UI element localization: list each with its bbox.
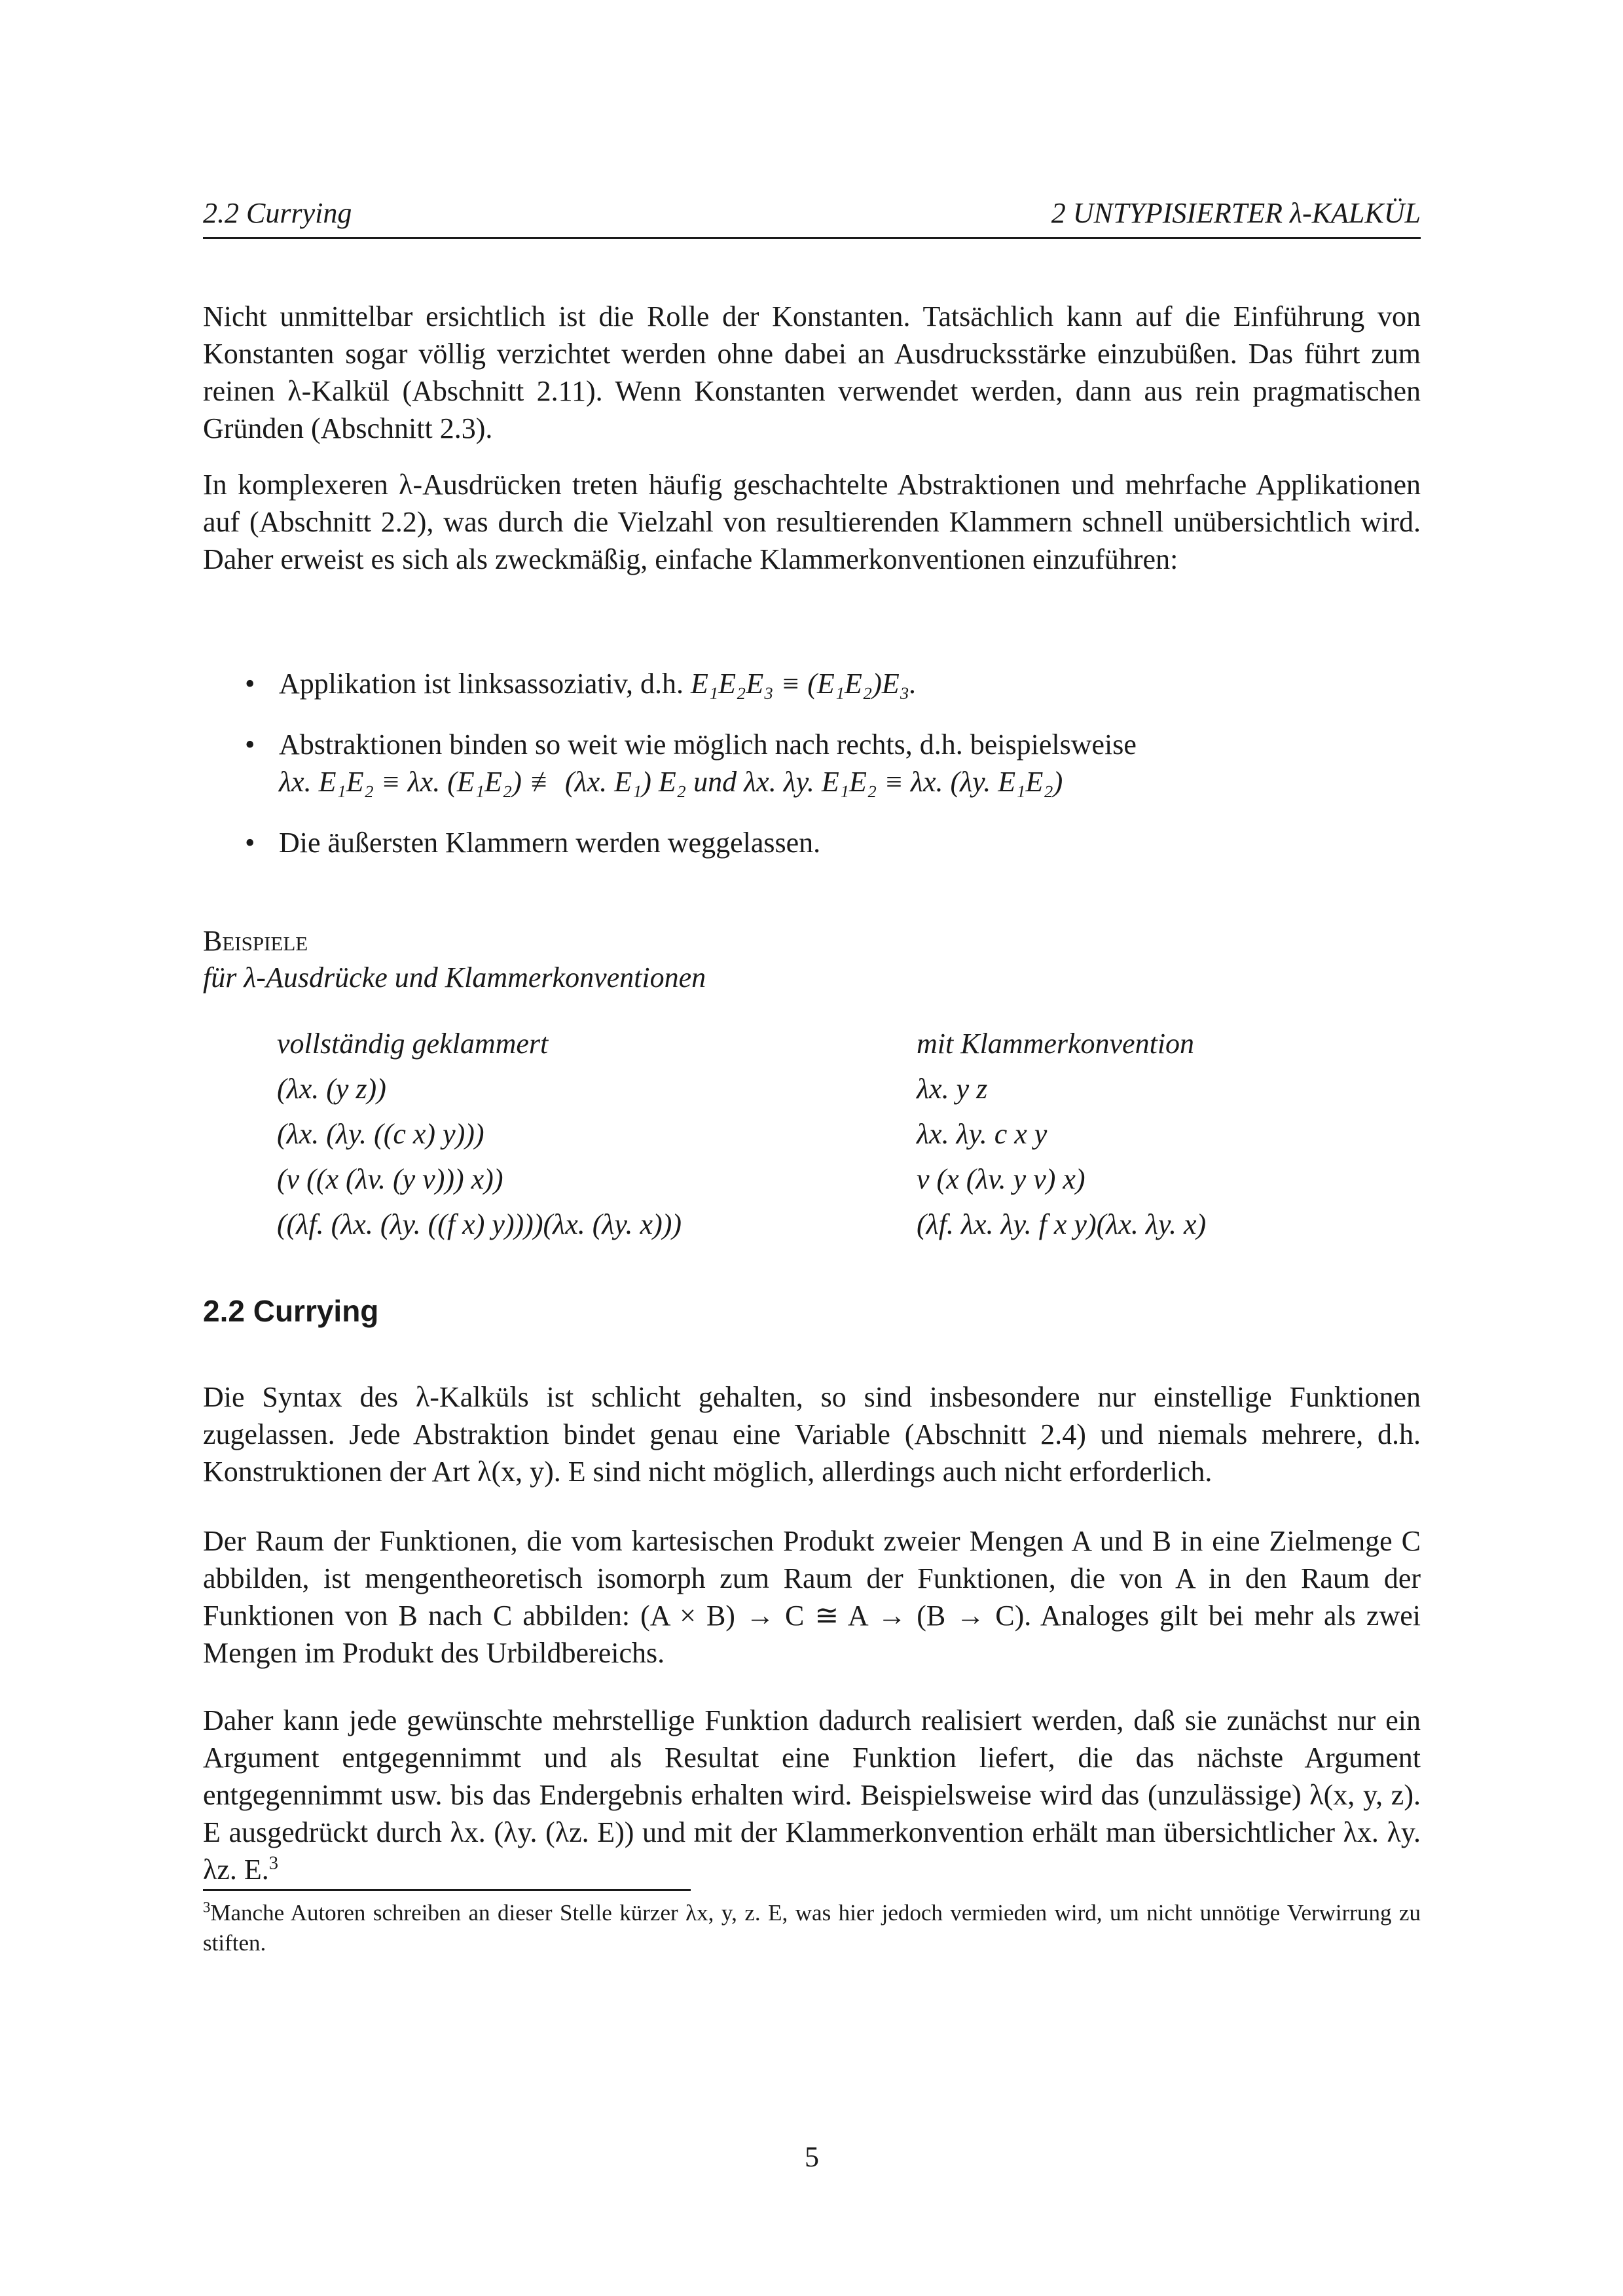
column-header: mit Klammerkonvention (917, 1028, 1195, 1060)
footnote-rule (203, 1889, 691, 1891)
example-expression: v (x (λv. y v) x) (917, 1163, 1085, 1195)
paragraph-text: Daher kann jede gewünschte mehrstellige Funktion dadurch realisiert werden, daß sie zunächst nur ein Argument entgegennimmt und als Resultat eine Funktion liefert, die das nächste Argument entgegennimmt usw. bis das Endergebnis erhalten wird. Beispielsweise wird das (unzulässige) λ(x, y, z). E ausgedrückt durch λx. (λy. (λz. E)) und mit der Klammerkonvention erhält man übersichtlicher λx. λy. λz. E. (203, 1704, 1421, 1886)
footnote-mark: 3 (203, 1899, 211, 1916)
paragraph-text: Der Raum der Funktionen, die vom kartesischen Produkt zweier Mengen A und B in eine Zielmenge C abbilden, ist mengentheoretisch isomorph zum Raum der Funktionen, die von A in den Raum der Funktionen von B nach C abbilden: (A × B) → C ≅ A → (B → C). Analoges gilt bei mehr als zwei Mengen im Produkt des Urbildbereichs. (203, 1525, 1421, 1669)
bullet-icon: • (245, 668, 255, 700)
running-header (203, 196, 1421, 239)
bullet-icon: • (245, 728, 255, 761)
paragraph-text: Nicht unmittelbar ersichtlich ist die Rolle der Konstanten. Tatsächlich kann auf die Einführung von Konstanten sogar völlig verzichtet werden ohne dabei an Ausdrucksstärke einzubüßen. Das führt zum reinen λ-Kalkül (Abschnitt 2.11). Wenn Konstanten verwendet werden, dann aus rein pragmatischen Gründen (Abschnitt 2.3). (203, 300, 1421, 444)
example-expression: (λx. (λy. ((c x) y))) (277, 1118, 484, 1150)
header-section: 2.2 Currying (203, 197, 352, 229)
example-expression: (λx. (y z)) (277, 1073, 386, 1105)
section-title: 2.2 Currying (203, 1294, 379, 1328)
paragraph-constants (203, 298, 1421, 447)
footnote (203, 1898, 1421, 1958)
examples-subtitle: für λ-Ausdrücke und Klammerkonventionen (203, 961, 706, 994)
bullet-text: Abstraktionen binden so weit wie möglich nach rechts, d.h. beispielsweise (279, 728, 1137, 761)
header-chapter: 2 UNTYPISIERTER λ-KALKÜL (1051, 197, 1421, 229)
example-expression: ((λf. (λx. (λy. ((f x) y))))(λx. (λy. x))) (277, 1208, 682, 1240)
paragraph-text: In komplexeren λ-Ausdrücken treten häufig geschachtelte Abstraktionen und mehrfache Applikationen auf (Abschnitt 2.2), was durch die Vielzahl von resultierenden Klammern schnell unübersichtlich wird. Daher erweist es sich als zweckmäßig, einfache Klammerkonventionen einzuführen: (203, 469, 1421, 575)
page-number: 5 (805, 2141, 819, 2173)
example-expression: (v ((x (λv. (y v))) x)) (277, 1163, 503, 1195)
column-header: vollständig geklammert (277, 1028, 549, 1060)
paragraph-isomorphism (203, 1522, 1421, 1672)
paragraph-text: Die Syntax des λ-Kalküls ist schlicht gehalten, so sind insbesondere nur einstellige Funktionen zugelassen. Jede Abstraktion bindet genau eine Variable (Abschnitt 2.4) und niemals mehrere, d.h. Konstruktionen der Art λ(x, y). E sind nicht möglich, allerdings auch nicht erforderlich. (203, 1381, 1421, 1488)
examples-right-column (917, 1021, 1421, 1247)
example-expression: (λf. λx. λy. f x y)(λx. λy. x) (917, 1208, 1207, 1240)
bullet-formula: λx. E₁E₂ ≡ λx. (E₁E₂) ≢ (λx. E₁) E₂ und λx. λy. E₁E₂ ≡ λx. (λy. E₁E₂) (279, 766, 1063, 798)
examples-label: Beispiele (203, 925, 308, 957)
footnote-reference[interactable]: 3 (268, 1853, 279, 1874)
bullet-text: Die äußersten Klammern werden weggelassen. (279, 827, 821, 859)
paragraph-syntax (203, 1378, 1421, 1490)
convention-list (246, 665, 1425, 874)
example-expression: λx. λy. c x y (917, 1118, 1048, 1150)
example-expression: λx. y z (917, 1073, 988, 1105)
paragraph-bracket-conventions (203, 466, 1421, 578)
examples-left-column (277, 1021, 866, 1247)
bullet-text: Applikation ist linksassoziativ, d.h. (279, 668, 691, 700)
bullet-icon: • (245, 827, 255, 859)
bullet-formula: E₁E₂E₃ ≡ (E₁E₂)E₃. (691, 668, 917, 700)
paragraph-currying-example (203, 1702, 1421, 1888)
footnote-text: Manche Autoren schreiben an dieser Stelle kürzer λx, y, z. E, was hier jedoch vermieden wird, um nicht unnötige Verwirrung zu stiften. (203, 1900, 1421, 1956)
